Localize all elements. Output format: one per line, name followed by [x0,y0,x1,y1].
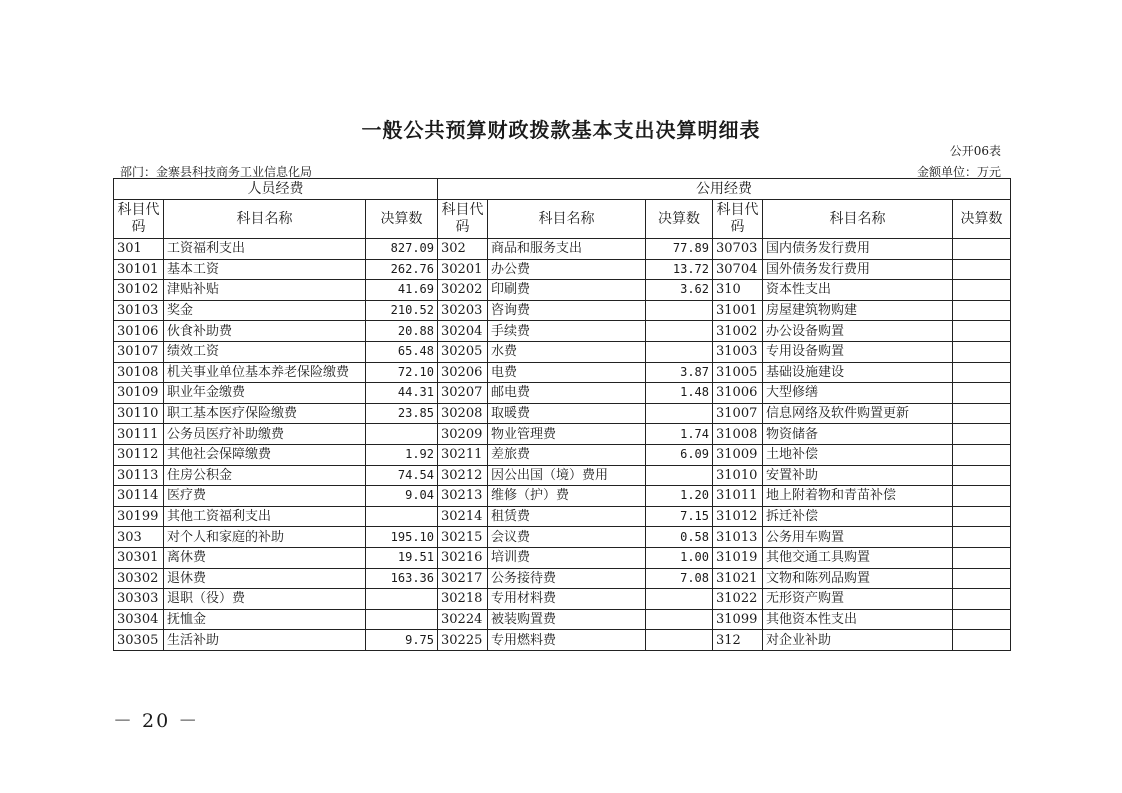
col-header-code: 科目代码 [438,200,488,239]
subject-code-cell: 31002 [713,321,763,342]
subject-name-cell: 其他社会保障缴费 [164,444,366,465]
amount-cell [366,506,438,527]
subject-code-cell: 31011 [713,486,763,507]
amount-cell [953,341,1011,362]
amount-cell: 195.10 [366,527,438,548]
subject-code-cell: 31010 [713,465,763,486]
subject-code-cell: 31009 [713,444,763,465]
amount-cell [953,403,1011,424]
subject-code-cell: 30106 [114,321,164,342]
subject-code-cell: 31021 [713,568,763,589]
amount-cell: 7.08 [646,568,713,589]
subject-name-cell: 伙食补助费 [164,321,366,342]
subject-code-cell: 302 [438,239,488,260]
col-header-code: 科目代码 [114,200,164,239]
subject-name-cell: 物业管理费 [488,424,646,445]
subject-name-cell: 医疗费 [164,486,366,507]
group-header-personnel: 人员经费 [114,179,438,200]
subject-name-cell: 办公费 [488,259,646,280]
subject-code-cell: 30112 [114,444,164,465]
subject-code-cell: 30209 [438,424,488,445]
table-row [114,568,1011,589]
subject-name-cell: 基本工资 [164,259,366,280]
subject-name-cell: 基础设施建设 [763,362,953,383]
amount-cell [953,527,1011,548]
subject-code-cell: 31005 [713,362,763,383]
amount-cell: 9.75 [366,630,438,651]
subject-name-cell: 绩效工资 [164,341,366,362]
col-header-amount: 决算数 [646,200,713,239]
table-row [114,527,1011,548]
amount-cell [953,383,1011,404]
subject-name-cell: 拆迁补偿 [763,506,953,527]
subject-code-cell: 30303 [114,589,164,610]
subject-code-cell: 31022 [713,589,763,610]
amount-cell: 7.15 [646,506,713,527]
col-header-code: 科目代码 [713,200,763,239]
subject-name-cell: 地上附着物和青苗补偿 [763,486,953,507]
table-row [114,444,1011,465]
table-row [114,609,1011,630]
subject-code-cell: 30304 [114,609,164,630]
amount-cell: 74.54 [366,465,438,486]
subject-code-cell: 30215 [438,527,488,548]
subject-name-cell: 维修（护）费 [488,486,646,507]
subject-code-cell: 301 [114,239,164,260]
amount-cell [646,403,713,424]
subject-name-cell: 公务接待费 [488,568,646,589]
amount-cell [953,362,1011,383]
subject-name-cell: 无形资产购置 [763,589,953,610]
table-row [114,486,1011,507]
page-number: － 20 － [113,710,200,732]
subject-name-cell: 印刷费 [488,280,646,301]
amount-cell [646,630,713,651]
amount-cell [646,609,713,630]
table-row [114,321,1011,342]
subject-code-cell: 30205 [438,341,488,362]
amount-cell [953,465,1011,486]
subject-code-cell: 31006 [713,383,763,404]
subject-name-cell: 其他资本性支出 [763,609,953,630]
subject-name-cell: 奖金 [164,300,366,321]
expenditure-table [113,178,1011,651]
table-row [114,362,1011,383]
amount-cell: 9.04 [366,486,438,507]
subject-code-cell: 30199 [114,506,164,527]
col-header-name: 科目名称 [488,200,646,239]
table-row [114,589,1011,610]
col-header-amount: 决算数 [366,200,438,239]
amount-cell [953,444,1011,465]
subject-name-cell: 会议费 [488,527,646,548]
table-row [114,341,1011,362]
amount-cell: 6.09 [646,444,713,465]
subject-name-cell: 公务员医疗补助缴费 [164,424,366,445]
subject-code-cell: 31007 [713,403,763,424]
subject-name-cell: 房屋建筑物购建 [763,300,953,321]
page-title: 一般公共预算财政拨款基本支出决算明细表 [361,118,761,142]
subject-name-cell: 退职（役）费 [164,589,366,610]
amount-cell [646,465,713,486]
subject-code-cell: 30110 [114,403,164,424]
subject-name-cell: 大型修缮 [763,383,953,404]
subject-name-cell: 专用材料费 [488,589,646,610]
subject-name-cell: 手续费 [488,321,646,342]
subject-code-cell: 30206 [438,362,488,383]
table-row [114,424,1011,445]
col-header-name: 科目名称 [164,200,366,239]
amount-cell: 1.48 [646,383,713,404]
amount-cell: 210.52 [366,300,438,321]
amount-cell: 72.10 [366,362,438,383]
column-header-row [114,200,1011,239]
amount-cell: 3.62 [646,280,713,301]
subject-name-cell: 对个人和家庭的补助 [164,527,366,548]
subject-code-cell: 30201 [438,259,488,280]
subject-name-cell: 抚恤金 [164,609,366,630]
department-label: 部门：金寨县科技商务工业信息化局 [120,165,313,179]
subject-code-cell: 30108 [114,362,164,383]
subject-name-cell: 培训费 [488,547,646,568]
subject-code-cell: 31019 [713,547,763,568]
table-row [114,547,1011,568]
amount-cell [646,300,713,321]
amount-cell: 163.36 [366,568,438,589]
col-header-amount: 决算数 [953,200,1011,239]
subject-code-cell: 30102 [114,280,164,301]
subject-name-cell: 文物和陈列品购置 [763,568,953,589]
amount-cell: 1.00 [646,547,713,568]
subject-code-cell: 31003 [713,341,763,362]
table-row [114,280,1011,301]
subject-name-cell: 差旅费 [488,444,646,465]
amount-cell: 19.51 [366,547,438,568]
subject-code-cell: 30211 [438,444,488,465]
subject-name-cell: 商品和服务支出 [488,239,646,260]
subject-code-cell: 30204 [438,321,488,342]
amount-cell: 3.87 [646,362,713,383]
subject-name-cell: 电费 [488,362,646,383]
table-row [114,506,1011,527]
subject-name-cell: 生活补助 [164,630,366,651]
subject-name-cell: 安置补助 [763,465,953,486]
amount-cell: 65.48 [366,341,438,362]
subject-code-cell: 30202 [438,280,488,301]
subject-name-cell: 被装购置费 [488,609,646,630]
subject-name-cell: 津贴补贴 [164,280,366,301]
amount-cell [366,424,438,445]
amount-cell [366,609,438,630]
subject-code-cell: 30212 [438,465,488,486]
table-row [114,259,1011,280]
subject-code-cell: 31012 [713,506,763,527]
subject-code-cell: 30101 [114,259,164,280]
amount-cell [953,259,1011,280]
subject-name-cell: 邮电费 [488,383,646,404]
amount-cell [953,547,1011,568]
amount-cell [953,568,1011,589]
table-row [114,630,1011,651]
table-row [114,465,1011,486]
subject-code-cell: 30218 [438,589,488,610]
subject-code-cell: 30207 [438,383,488,404]
subject-code-cell: 30704 [713,259,763,280]
subject-code-cell: 30109 [114,383,164,404]
amount-cell [646,321,713,342]
subject-name-cell: 租赁费 [488,506,646,527]
subject-code-cell: 31008 [713,424,763,445]
subject-name-cell: 职业年金缴费 [164,383,366,404]
subject-code-cell: 303 [114,527,164,548]
subject-name-cell: 土地补偿 [763,444,953,465]
amount-cell: 41.69 [366,280,438,301]
subject-code-cell: 30213 [438,486,488,507]
subject-code-cell: 30225 [438,630,488,651]
subject-name-cell: 咨询费 [488,300,646,321]
subject-code-cell: 30203 [438,300,488,321]
table-row [114,383,1011,404]
subject-code-cell: 312 [713,630,763,651]
amount-cell [953,589,1011,610]
subject-name-cell: 公务用车购置 [763,527,953,548]
subject-name-cell: 信息网络及软件购置更新 [763,403,953,424]
amount-cell [953,280,1011,301]
subject-code-cell: 31013 [713,527,763,548]
subject-code-cell: 30301 [114,547,164,568]
subject-code-cell: 31099 [713,609,763,630]
subject-name-cell: 住房公积金 [164,465,366,486]
subject-code-cell: 30305 [114,630,164,651]
subject-code-cell: 30114 [114,486,164,507]
amount-cell: 1.20 [646,486,713,507]
subject-code-cell: 30113 [114,465,164,486]
subject-name-cell: 取暖费 [488,403,646,424]
amount-cell [953,321,1011,342]
subject-name-cell: 机关事业单位基本养老保险缴费 [164,362,366,383]
subject-name-cell: 职工基本医疗保险缴费 [164,403,366,424]
subject-name-cell: 工资福利支出 [164,239,366,260]
group-header-row [114,179,1011,200]
subject-name-cell: 因公出国（境）费用 [488,465,646,486]
amount-cell: 44.31 [366,383,438,404]
form-number: 公开06表 [949,144,1001,158]
amount-cell [366,589,438,610]
table-row [114,300,1011,321]
amount-cell: 77.89 [646,239,713,260]
amount-cell: 1.74 [646,424,713,445]
subject-name-cell: 专用设备购置 [763,341,953,362]
subject-name-cell: 退休费 [164,568,366,589]
subject-name-cell: 资本性支出 [763,280,953,301]
subject-name-cell: 国外债务发行费用 [763,259,953,280]
subject-name-cell: 国内债务发行费用 [763,239,953,260]
subject-name-cell: 其他工资福利支出 [164,506,366,527]
subject-code-cell: 30103 [114,300,164,321]
subject-code-cell: 30216 [438,547,488,568]
subject-name-cell: 水费 [488,341,646,362]
subject-name-cell: 对企业补助 [763,630,953,651]
subject-code-cell: 30214 [438,506,488,527]
subject-code-cell: 30111 [114,424,164,445]
subject-name-cell: 专用燃料费 [488,630,646,651]
subject-code-cell: 31001 [713,300,763,321]
subject-name-cell: 离休费 [164,547,366,568]
amount-cell: 262.76 [366,259,438,280]
subject-code-cell: 30217 [438,568,488,589]
amount-cell: 0.58 [646,527,713,548]
subject-name-cell: 办公设备购置 [763,321,953,342]
amount-cell: 23.85 [366,403,438,424]
subject-name-cell: 其他交通工具购置 [763,547,953,568]
subject-code-cell: 310 [713,280,763,301]
subject-code-cell: 30224 [438,609,488,630]
amount-cell [953,300,1011,321]
amount-cell: 827.09 [366,239,438,260]
col-header-name: 科目名称 [763,200,953,239]
amount-cell: 20.88 [366,321,438,342]
amount-cell [953,486,1011,507]
amount-cell [953,424,1011,445]
amount-unit-label: 金额单位：万元 [916,165,1001,179]
group-header-public: 公用经费 [438,179,1011,200]
amount-cell [646,589,713,610]
subject-code-cell: 30208 [438,403,488,424]
subject-code-cell: 30302 [114,568,164,589]
amount-cell [953,609,1011,630]
amount-cell [953,239,1011,260]
table-row [114,239,1011,260]
subject-name-cell: 物资储备 [763,424,953,445]
subject-code-cell: 30107 [114,341,164,362]
amount-cell [953,506,1011,527]
amount-cell: 13.72 [646,259,713,280]
amount-cell [953,630,1011,651]
table-row [114,403,1011,424]
amount-cell: 1.92 [366,444,438,465]
subject-code-cell: 30703 [713,239,763,260]
amount-cell [646,341,713,362]
